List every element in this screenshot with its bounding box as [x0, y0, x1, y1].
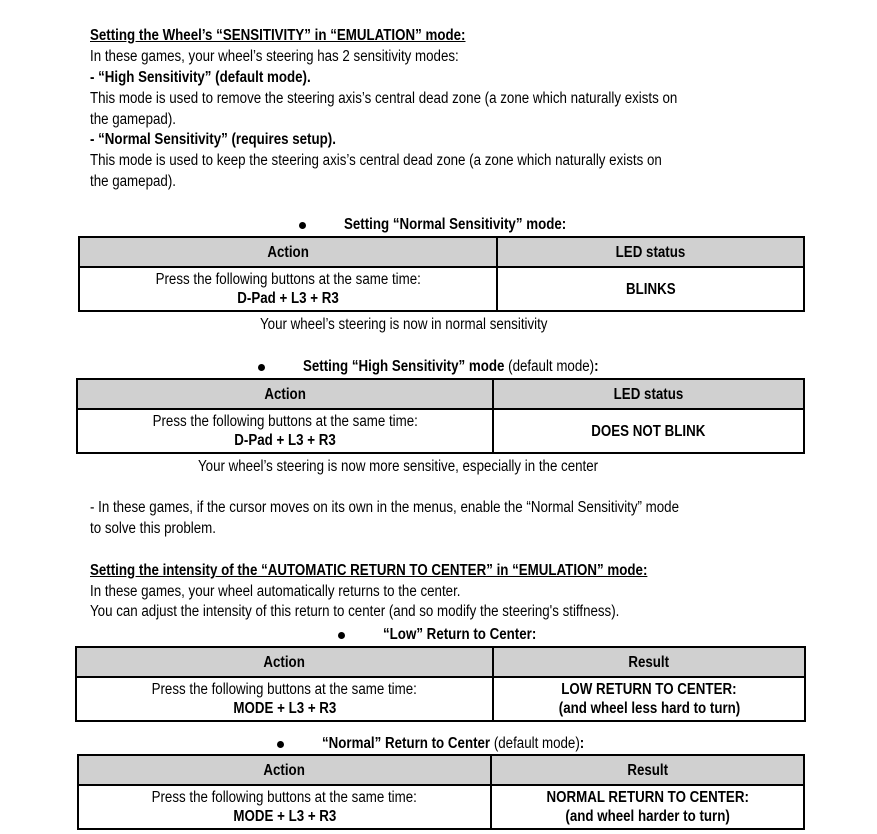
col-header-action: Action — [77, 379, 493, 409]
table-header-row — [76, 647, 805, 677]
col-header-result: Result — [493, 647, 805, 677]
table-row — [76, 677, 805, 721]
table-row — [79, 267, 804, 311]
high-sensitivity-title: - “High Sensitivity” (default mode). — [90, 69, 311, 86]
col-header-action: Action — [76, 647, 493, 677]
bullet-icon — [258, 364, 265, 371]
col-header-led: LED status — [497, 237, 804, 267]
high-sensitivity-desc-2: the gamepad). — [90, 111, 176, 128]
led-status-cell: BLINKS — [497, 267, 804, 311]
cursor-tip-line-2: to solve this problem. — [90, 520, 216, 537]
result-cell: NORMAL RETURN TO CENTER: (and wheel harder to turn) — [491, 785, 804, 829]
low-return-table — [75, 646, 806, 722]
col-header-action: Action — [78, 755, 491, 785]
normal-sensitivity-desc-1: This mode is used to keep the steering axis’s central dead zone (a zone which naturally exists on — [90, 152, 662, 169]
table-header-row — [77, 379, 804, 409]
col-header-led: LED status — [493, 379, 804, 409]
normal-sensitivity-bullet-title: Setting “Normal Sensitivity” mode: — [344, 216, 567, 233]
table-row — [77, 409, 804, 453]
normal-sensitivity-table — [78, 236, 805, 312]
high-sensitivity-note: Your wheel’s steering is now more sensitive, especially in the center — [198, 458, 599, 475]
return-center-heading: Setting the intensity of the “AUTOMATIC RETURN TO CENTER” in “EMULATION” mode: — [90, 562, 648, 579]
normal-sensitivity-title: - “Normal Sensitivity” (requires setup). — [90, 131, 336, 148]
bullet-icon — [299, 222, 306, 229]
return-center-intro-2: You can adjust the intensity of this return to center (and so modify the steering's stiffness). — [90, 603, 620, 620]
result-cell: LOW RETURN TO CENTER: (and wheel less hard to turn) — [493, 677, 805, 721]
bullet-icon — [338, 632, 345, 639]
normal-return-bullet-title: “Normal” Return to Center (default mode): — [322, 735, 585, 752]
table-header-row — [78, 755, 804, 785]
table-row — [78, 785, 804, 829]
normal-sensitivity-note: Your wheel’s steering is now in normal sensitivity — [260, 316, 548, 333]
high-sensitivity-desc-1: This mode is used to remove the steering axis’s central dead zone (a zone which naturally exists on — [90, 90, 678, 107]
normal-sensitivity-desc-2: the gamepad). — [90, 173, 176, 190]
action-cell: Press the following buttons at the same time: D-Pad + L3 + R3 — [77, 409, 493, 453]
led-status-cell: DOES NOT BLINK — [493, 409, 804, 453]
low-return-bullet-title: “Low” Return to Center: — [383, 626, 537, 643]
sensitivity-intro: In these games, your wheel’s steering has 2 sensitivity modes: — [90, 48, 459, 65]
high-sensitivity-bullet-title: Setting “High Sensitivity” mode (default mode): — [303, 358, 599, 375]
normal-return-table — [77, 754, 805, 830]
action-cell: Press the following buttons at the same time: D-Pad + L3 + R3 — [79, 267, 497, 311]
bullet-icon — [277, 741, 284, 748]
return-center-intro-1: In these games, your wheel automatically returns to the center. — [90, 583, 461, 600]
col-header-action: Action — [79, 237, 497, 267]
action-cell: Press the following buttons at the same time: MODE + L3 + R3 — [76, 677, 493, 721]
cursor-tip-line-1: - In these games, if the cursor moves on its own in the menus, enable the “Normal Sensitivity” mode — [90, 499, 680, 516]
action-cell: Press the following buttons at the same time: MODE + L3 + R3 — [78, 785, 491, 829]
col-header-result: Result — [491, 755, 804, 785]
table-header-row — [79, 237, 804, 267]
sensitivity-heading: Setting the Wheel’s “SENSITIVITY” in “EMULATION” mode: — [90, 27, 466, 44]
high-sensitivity-table — [76, 378, 805, 454]
